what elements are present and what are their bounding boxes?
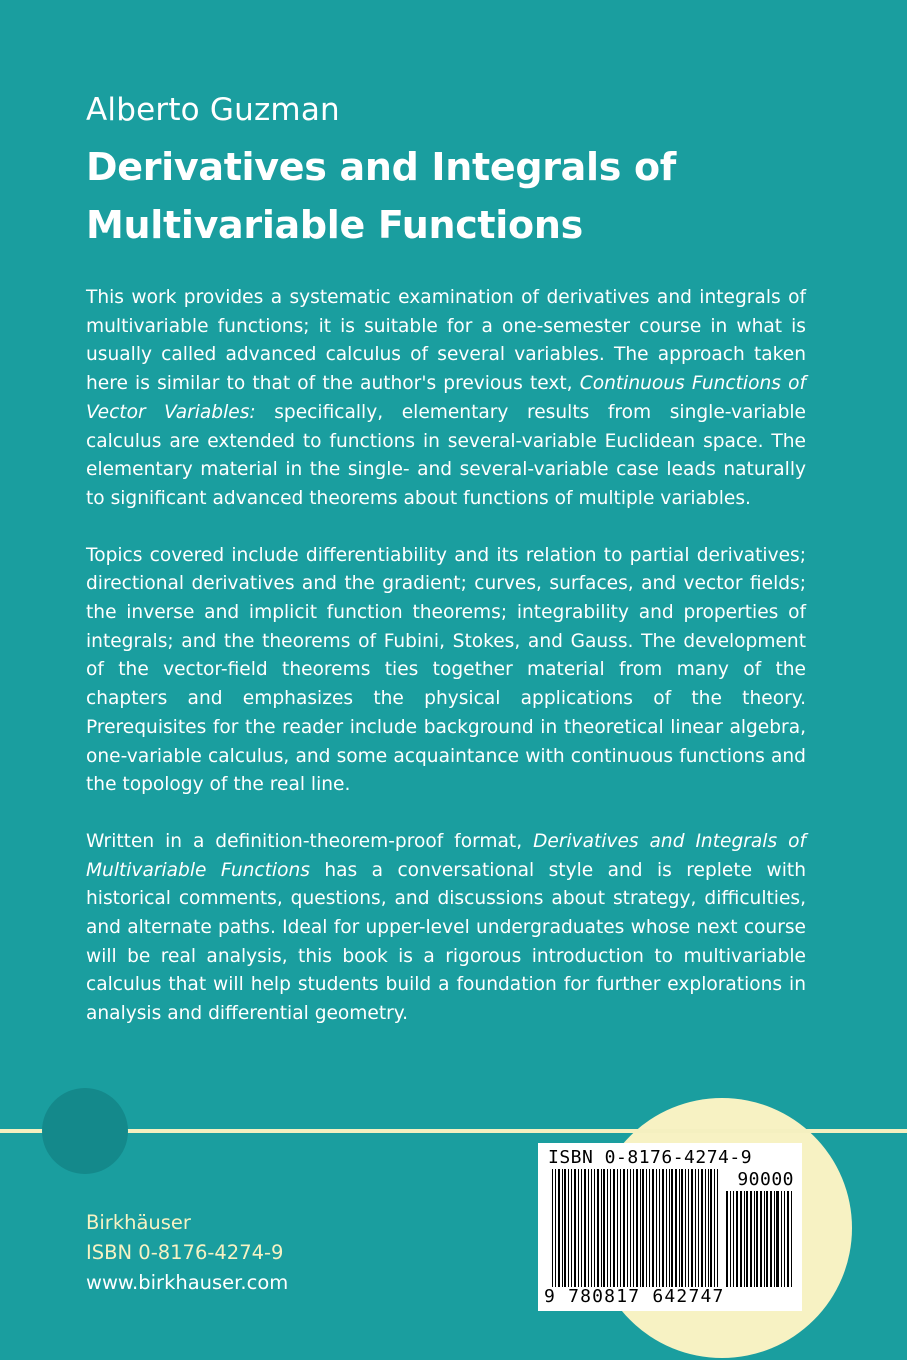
p1-text-b: specifically, elementary results from single-variable calculus are extended to functions in several-variable Euclidean space. The elementary material in the single- and several-variable case leads naturally to significant advanced theorems about functions of multiple variables. (86, 401, 806, 509)
barcode-bar (714, 1169, 715, 1287)
barcode-bar (705, 1169, 706, 1287)
barcode-bar (784, 1191, 785, 1287)
barcode-bar (588, 1169, 589, 1287)
p3-italic-title: Derivatives and Integrals of Multivariable Functions (86, 830, 806, 881)
barcode-bar (562, 1169, 563, 1287)
barcode-bar (730, 1191, 731, 1287)
barcode-bar (733, 1191, 734, 1287)
barcode-bar (708, 1169, 709, 1287)
barcode-bar (736, 1191, 738, 1287)
barcode-bar (552, 1169, 553, 1287)
barcode-bar (617, 1169, 618, 1287)
barcode-bar (642, 1169, 644, 1287)
barcode-bar (558, 1169, 559, 1287)
barcode-bar (740, 1191, 741, 1287)
barcode-bar (578, 1169, 579, 1287)
barcode-bar (681, 1169, 683, 1287)
barcode-bar (581, 1169, 582, 1287)
barcode-bar (646, 1169, 647, 1287)
author-name: Alberto Guzman (86, 92, 340, 128)
barcode-bar (597, 1169, 598, 1287)
barcode-bar (750, 1191, 751, 1287)
barcode-bar (746, 1191, 748, 1287)
barcode-bar (787, 1191, 789, 1287)
barcode-bar (756, 1191, 758, 1287)
barcode-bar (717, 1169, 718, 1287)
description-paragraph-3 (86, 828, 806, 1029)
barcode-ean-digits: 9 780817 642747 (544, 1286, 725, 1307)
barcode-bar (710, 1169, 712, 1287)
barcode-bar (607, 1169, 608, 1287)
barcode-bar (666, 1169, 667, 1287)
barcode-bar (671, 1169, 673, 1287)
barcode-bar (633, 1169, 635, 1287)
barcode-bar (594, 1169, 596, 1287)
p1-text-a: This work provides a systematic examination of derivatives and integrals of multivariable functions; it is suitable for a one-semester course in what is usually called advanced calculus of several variables. The approach taken here is similar to that of the author's previous text, (86, 287, 806, 395)
barcode-bar (564, 1169, 566, 1287)
description-paragraph-1 (86, 284, 806, 514)
barcode-bar (652, 1169, 654, 1287)
barcode-bar (770, 1191, 771, 1287)
barcode-bar (574, 1169, 576, 1287)
barcode-bar (591, 1169, 592, 1287)
barcode-bar (675, 1169, 676, 1287)
decorative-teal-circle (42, 1088, 128, 1174)
publisher-name: Birkhäuser (86, 1211, 191, 1234)
barcode-bar (781, 1191, 782, 1287)
barcode-isbn-label: ISBN 0-8176-4274-9 (548, 1147, 753, 1168)
barcode-bar (791, 1191, 792, 1287)
publisher-url: www.birkhauser.com (86, 1271, 289, 1294)
book-description (86, 284, 806, 1057)
barcode-bar (649, 1169, 650, 1287)
barcode-bar (620, 1169, 621, 1287)
barcode-bar (754, 1191, 755, 1287)
barcode-bar (659, 1169, 660, 1287)
barcode-bar (627, 1169, 628, 1287)
barcode-bar (610, 1169, 611, 1287)
barcode-bar (764, 1191, 765, 1287)
barcode-bar (630, 1169, 631, 1287)
barcode-bar (766, 1191, 768, 1287)
barcode-bar (679, 1169, 680, 1287)
barcode-bar (662, 1169, 664, 1287)
barcode-bar (669, 1169, 670, 1287)
barcode-bar (760, 1191, 761, 1287)
barcode-bar (656, 1169, 657, 1287)
barcode-bar (698, 1169, 699, 1287)
barcode-bar (744, 1191, 745, 1287)
barcode-bar (695, 1169, 696, 1287)
barcode-price-code: 90000 (737, 1169, 794, 1190)
barcode-bar (688, 1169, 689, 1287)
barcode-bar (568, 1169, 569, 1287)
isbn-barcode (538, 1143, 802, 1311)
barcode-bar (691, 1169, 693, 1287)
title-line-2: Multivariable Functions (86, 203, 583, 247)
publisher-info (86, 1208, 288, 1298)
publisher-isbn: ISBN 0-8176-4274-9 (86, 1241, 284, 1264)
book-title (86, 138, 846, 254)
barcode-bar (623, 1169, 625, 1287)
barcode-bar (613, 1169, 615, 1287)
barcode-bar (571, 1169, 572, 1287)
barcode-bar (776, 1191, 778, 1287)
title-line-1: Derivatives and Integrals of (86, 145, 677, 189)
p1-italic-title: Continuous Functions of Vector Variables: (86, 373, 807, 423)
barcode-bars-main (552, 1169, 720, 1287)
barcode-bar (701, 1169, 703, 1287)
barcode-bar (603, 1169, 605, 1287)
p3-text-b: has a conversational style and is replete with historical comments, questions, and discussions about strategy, difficulties, and alternate paths. Ideal for upper-level undergraduates whose next course will be real analysis, this book is a rigorous introduction to multivariable calculus that will help students build a foundation for further explorations in analysis and differential geometry. (86, 859, 806, 1025)
barcode-bar (726, 1191, 728, 1287)
p3-text-a: Written in a definition-theorem-proof format, (86, 830, 534, 852)
barcode-bar (685, 1169, 686, 1287)
barcode-bar (774, 1191, 775, 1287)
barcode-bar (640, 1169, 641, 1287)
barcode-bar (584, 1169, 586, 1287)
barcode-bars-addon (726, 1191, 794, 1287)
description-paragraph-2: Topics covered include differentiability and its relation to partial derivatives; directional derivatives and the gradient; curves, surfaces, and vector fields; the inverse and implicit function theorems; integrability and properties of integrals; and the theorems of Fubini, Stokes, and Gauss. The development of the vector-field theorems ties together material from many of the chapters and emphasizes the physical applications of the theory. Prerequisites for the reader include background in theoretical linear algebra, one-variable calculus, and some acquaintance with continuous functions and the topology of the real line. (86, 544, 806, 796)
barcode-bar (636, 1169, 637, 1287)
barcode-bar (601, 1169, 602, 1287)
barcode-bar (555, 1169, 557, 1287)
horizontal-rule (0, 1129, 907, 1133)
